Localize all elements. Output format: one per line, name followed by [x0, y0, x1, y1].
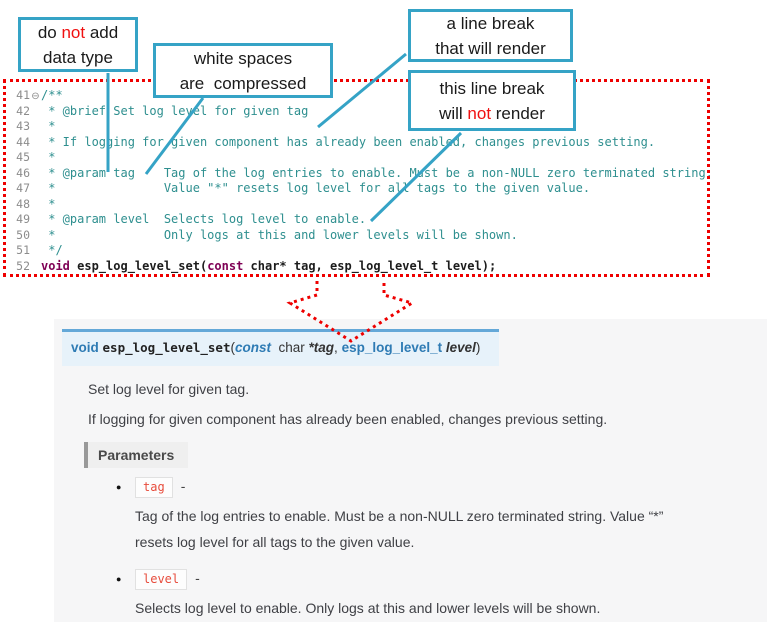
line-number: 50 [16, 227, 30, 242]
parameter-dash: - [180, 478, 186, 494]
callout-text: data type [43, 47, 113, 67]
callout-text: that will render [435, 38, 546, 58]
code-segment: char* tag, esp_log_level_t level); [243, 258, 497, 273]
brief-description: Set log level for given tag. [88, 381, 250, 397]
code-segment: * [41, 196, 56, 211]
parameter-description: Tag of the log entries to enable. Must be a non-NULL zero terminated string. Value “*” resets log level for all tags to the given value. [135, 508, 664, 550]
line-number: 42 [16, 103, 30, 118]
code-segment: const [207, 258, 244, 273]
signature-segment: const [234, 340, 271, 355]
parameter-item [114, 569, 714, 621]
callout-break-not-render [408, 70, 576, 131]
signature-segment: esp_log_level_t [341, 340, 443, 355]
line-number: 41 [16, 88, 30, 102]
line-number: 48 [16, 196, 30, 211]
parameter-name-chip: level [135, 569, 187, 590]
parameter-description: Selects log level to enable. Only logs at this and lower levels will be shown. [135, 600, 601, 616]
callout-text: this line break [439, 78, 545, 98]
signature-segment: level [445, 340, 476, 355]
signature-segment: esp_log_level_set [102, 340, 231, 355]
code-highlight-frame [3, 79, 710, 277]
parameter-item [114, 477, 714, 555]
code-segment: * Value "*" resets log level for all tags to the given value. [41, 181, 591, 195]
code-segment: * @brief Set log level for given tag [41, 103, 309, 118]
code-segment: * @param tag Tag of the log entries to enable. Must be a non-NULL zero terminated string. [41, 165, 713, 180]
signature-segment: *tag [308, 340, 335, 355]
rendered-docs-panel [54, 319, 767, 622]
line-number: 44 [16, 134, 30, 149]
line-number: 46 [16, 165, 30, 180]
line-number: 49 [16, 212, 30, 226]
parameter-dash: - [195, 570, 200, 586]
detailed-description: If logging for given component has already been enabled, changes previous setting. [88, 411, 608, 427]
code-segment: /** [41, 88, 63, 102]
callout-no-datatype [18, 17, 138, 72]
line-number: 51 [16, 243, 30, 257]
callout-text: a line break [446, 13, 535, 33]
line-number: 52 [16, 258, 30, 273]
parameter-name-chip: tag [135, 477, 173, 498]
callout-break-renders [408, 9, 573, 62]
parameters-list [114, 477, 714, 635]
parameters-field-label: Parameters [84, 442, 188, 468]
callout-text: do not add [37, 22, 119, 42]
code-segment: esp_log_level_set( [69, 258, 208, 273]
line-number: 43 [16, 119, 30, 133]
signature-segment: ( [230, 340, 235, 355]
code-segment: * If logging for given component has already been enabled, changes previous setting. [41, 134, 656, 149]
callout-text: are compressed [179, 73, 307, 93]
fold-collapse-icon[interactable]: ⊖ [31, 91, 40, 102]
signature-segment [271, 340, 279, 355]
signature-segment: , [334, 340, 342, 355]
signature-segment: ) [475, 340, 481, 355]
line-number: 47 [16, 181, 30, 195]
code-segment: void [41, 258, 70, 273]
function-signature-bar [62, 329, 499, 366]
callout-text: will not render [439, 103, 545, 123]
line-number: 45 [16, 150, 30, 164]
code-segment: * [41, 119, 56, 133]
signature-segment: char [278, 340, 305, 355]
code-segment: * @param level Selects log level to enable. [41, 212, 367, 226]
callout-whitespace [153, 43, 333, 98]
code-segment: */ [41, 243, 63, 257]
callout-text: white spaces [193, 48, 293, 68]
signature-segment: void [71, 340, 99, 355]
code-segment: * [41, 150, 56, 164]
code-segment: * Only logs at this and lower levels will be shown. [41, 227, 518, 242]
